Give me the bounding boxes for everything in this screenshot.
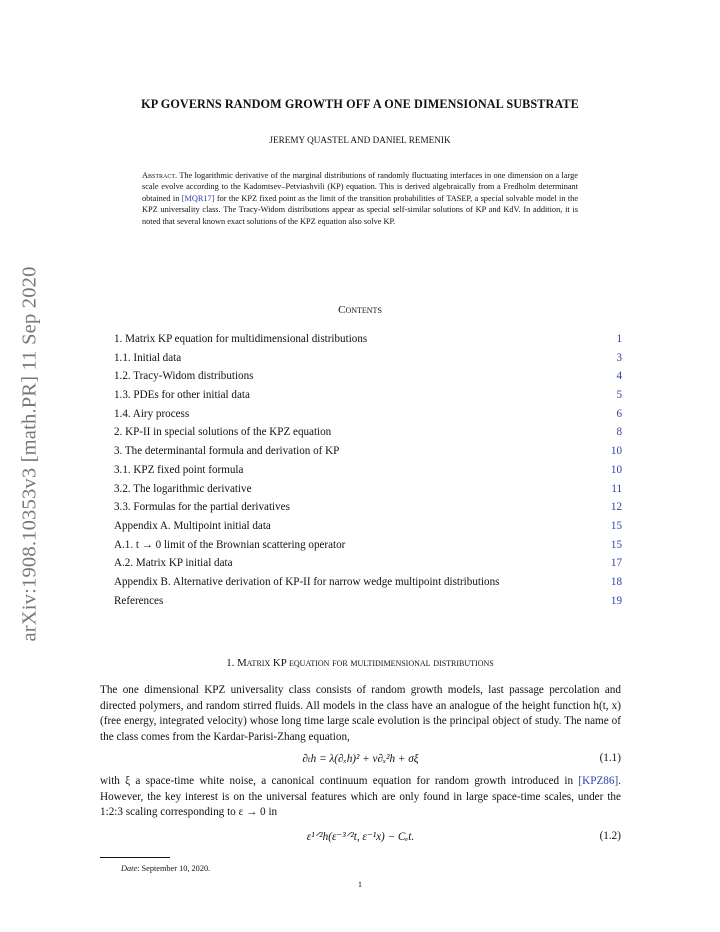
section-paragraph-1: The one dimensional KPZ universality class consists of random growth models, last passage percolation and directed polymers, and random stirred fluids. All models in the class have an analogue of the height function h(t, x) (free energy, integrated velocity) whose long time large scale evolution is the principal object of study. The name of the class comes from the Kardar-Parisi-Zhang equation, <box>100 684 621 743</box>
equation-1-2-number: (1.2) <box>599 830 621 842</box>
arxiv-id: arXiv:1908.10353v3 [math.PR] 11 Sep 2020 <box>18 266 41 642</box>
toc-entry[interactable] <box>114 573 622 592</box>
toc-entry-label: 1.1. Initial data <box>114 351 182 364</box>
toc-entry-label: 3.3. Formulas for the partial derivatives <box>114 501 290 514</box>
citation-mqr17-link[interactable]: [MQR17] <box>181 193 215 203</box>
toc-entry-page-link[interactable]: 12 <box>610 501 622 514</box>
toc-entry[interactable] <box>114 386 622 405</box>
toc-entry[interactable] <box>114 536 622 555</box>
toc-entry-page-link[interactable]: 6 <box>616 407 622 420</box>
toc-entry-page-link[interactable]: 15 <box>610 519 622 532</box>
toc-entry-label: Appendix B. Alternative derivation of KP-II for narrow wedge multipoint distributions <box>114 575 500 588</box>
toc-entry-label: 3. The determinantal formula and derivation of KP <box>114 445 340 458</box>
section-heading: 1. Matrix KP equation for multidimensional distributions <box>226 657 494 669</box>
toc-entry-label: A.1. t → 0 limit of the Brownian scattering operator <box>114 538 346 551</box>
toc-entry[interactable] <box>114 517 622 536</box>
toc-entry[interactable] <box>114 554 622 573</box>
paper-title: KP GOVERNS RANDOM GROWTH OFF A ONE DIMENSIONAL SUBSTRATE <box>141 97 579 111</box>
toc-entry-page-link[interactable]: 8 <box>616 426 622 439</box>
equation-1-2-formula: ε¹ᐟ²h(ε⁻³ᐟ²t, ε⁻¹x) − Cₑt. <box>306 831 415 843</box>
toc-entry-label: 3.1. KPZ fixed point formula <box>114 463 244 476</box>
paper-authors: JEREMY QUASTEL AND DANIEL REMENIK <box>269 135 451 145</box>
abstract-label: Abstract. <box>142 171 178 180</box>
toc-entry-page-link[interactable]: 11 <box>611 482 622 495</box>
citation-kpz86-link[interactable]: [KPZ86] <box>578 775 619 787</box>
footnote-date <box>121 864 210 873</box>
abstract-text-1: The logarithmic derivative of the marginal distributions of randomly fluctuating interfaces in one dimension on a large scale evolve according to the Kadomtsev–Petviashvili (KP) equation. This is derived algebraically from a Fredholm determinant obtained in <box>142 171 578 203</box>
section-paragraph-2 <box>100 774 621 821</box>
toc-entry-label: 1.4. Airy process <box>114 407 190 420</box>
toc-entry-page-link[interactable]: 4 <box>616 370 622 383</box>
toc-entry[interactable] <box>114 480 622 499</box>
toc-entry[interactable] <box>114 592 622 611</box>
toc-entry-label: 2. KP-II in special solutions of the KPZ equation <box>114 426 332 439</box>
toc-entry[interactable] <box>114 405 622 424</box>
toc-entry[interactable] <box>114 442 622 461</box>
toc-entry-page-link[interactable]: 10 <box>610 463 622 476</box>
toc-entry-page-link[interactable]: 5 <box>616 389 622 402</box>
toc-entry-label: 1.3. PDEs for other initial data <box>114 389 250 402</box>
footnote-rule <box>100 857 170 858</box>
toc-entry[interactable] <box>114 423 622 442</box>
paragraph-2-text-2: . However, the key interest is on the universal features which are only found in large space-time scales, under the 1:2:3 scaling corresponding to ε → 0 in <box>100 775 621 819</box>
toc-entry-label: Appendix A. Multipoint initial data <box>114 519 271 532</box>
equation-1-1-formula: ∂ₜh = λ(∂ₓh)² + ν∂ₓ²h + σξ <box>302 753 419 765</box>
page-number: 1 <box>357 880 363 889</box>
toc-entry[interactable] <box>114 367 622 386</box>
toc-entry-page-link[interactable]: 17 <box>610 557 622 570</box>
abstract <box>142 170 578 227</box>
footnote-label: Date <box>121 864 138 873</box>
contents-heading: Contents <box>338 304 382 316</box>
paragraph-2-text-1: with ξ a space-time white noise, a canonical continuum equation for random growth introduced in <box>100 775 579 787</box>
toc-entry-label: References <box>114 594 164 607</box>
toc-entry-page-link[interactable]: 18 <box>610 575 622 588</box>
toc-entry-page-link[interactable]: 19 <box>610 594 622 607</box>
toc-entry-label: 1. Matrix KP equation for multidimensional distributions <box>114 333 368 345</box>
table-of-contents <box>114 330 622 610</box>
arxiv-sidebar-stamp <box>8 224 52 684</box>
toc-entry-page-link[interactable]: 1 <box>616 333 622 345</box>
toc-entry-label: A.2. Matrix KP initial data <box>114 557 233 570</box>
toc-entry[interactable] <box>114 330 622 349</box>
abstract-text-2: for the KPZ fixed point as the limit of the transition probabilities of TASEP, a special solvable model in the KPZ universality class. The Tracy-Widom distributions appear as special self-similar solutions of KP and KdV. In addition, it is noted that several known exact solutions of the KPZ equation also solve KP. <box>142 193 578 226</box>
footnote-text: : September 10, 2020. <box>137 864 211 873</box>
toc-entry-page-link[interactable]: 10 <box>610 445 622 458</box>
equation-1-1-number: (1.1) <box>599 752 621 764</box>
toc-entry-page-link[interactable]: 3 <box>616 351 622 364</box>
toc-entry[interactable] <box>114 461 622 480</box>
toc-entry-page-link[interactable]: 15 <box>610 538 622 551</box>
toc-entry[interactable] <box>114 349 622 368</box>
toc-entry-label: 3.2. The logarithmic derivative <box>114 482 252 495</box>
toc-entry[interactable] <box>114 498 622 517</box>
toc-entry-label: 1.2. Tracy-Widom distributions <box>114 370 254 383</box>
